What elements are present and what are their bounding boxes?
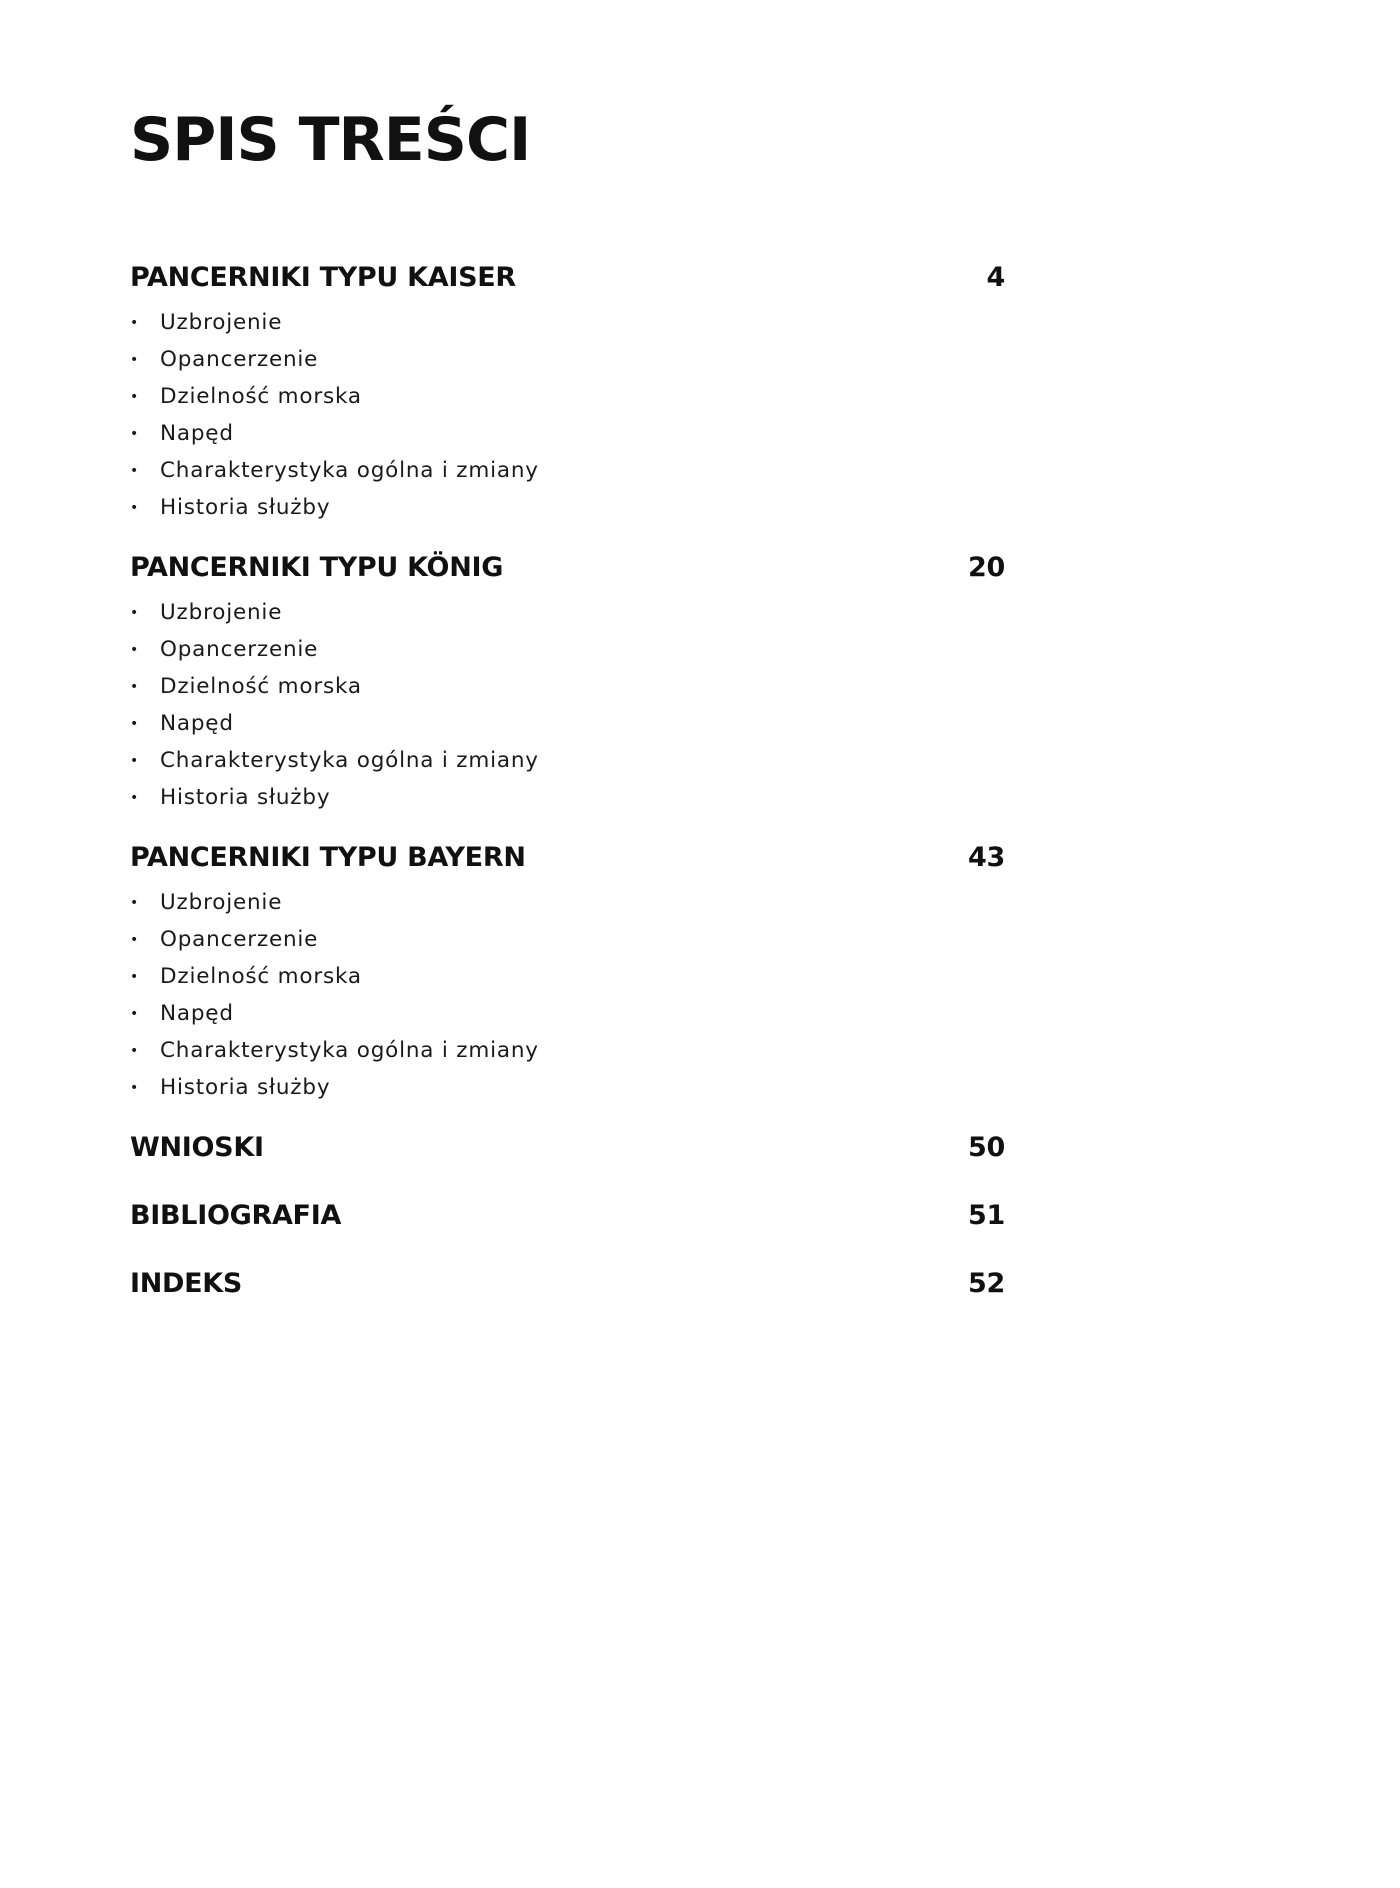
- toc-sub-item-label: Uzbrojenie: [160, 600, 283, 625]
- toc-section-title: WNIOSKI: [130, 1132, 264, 1163]
- toc-section-row[interactable]: [130, 1200, 1005, 1238]
- toc-sub-item-label: Napęd: [160, 421, 234, 446]
- toc-sub-item-label: Uzbrojenie: [160, 310, 283, 335]
- toc-page-number: 50: [968, 1132, 1005, 1163]
- toc-section: [130, 1200, 1005, 1238]
- toc-sub-item-label: Charakterystyka ogólna i zmiany: [160, 748, 539, 773]
- toc-sub-item[interactable]: [130, 742, 1005, 779]
- toc-section-title: PANCERNIKI TYPU BAYERN: [130, 842, 526, 873]
- toc-section-row[interactable]: [130, 1268, 1005, 1306]
- toc-sub-item[interactable]: [130, 594, 1005, 631]
- toc-sub-item[interactable]: [130, 668, 1005, 705]
- bullet-icon: •: [130, 894, 140, 911]
- toc-section: [130, 262, 1005, 526]
- bullet-icon: •: [130, 604, 140, 621]
- bullet-icon: •: [130, 1005, 140, 1022]
- toc-sub-item[interactable]: [130, 378, 1005, 415]
- toc-sub-item[interactable]: [130, 341, 1005, 378]
- toc-section-title: PANCERNIKI TYPU KAISER: [130, 262, 516, 293]
- toc-section-row[interactable]: [130, 552, 1005, 590]
- toc-sub-item[interactable]: [130, 958, 1005, 995]
- toc-page: [130, 105, 1005, 1336]
- toc-sub-item[interactable]: [130, 415, 1005, 452]
- bullet-icon: •: [130, 499, 140, 516]
- toc-sub-item-label: Napęd: [160, 1001, 234, 1026]
- toc-section-title: PANCERNIKI TYPU KÖNIG: [130, 552, 504, 583]
- bullet-icon: •: [130, 752, 140, 769]
- toc-sub-item[interactable]: [130, 631, 1005, 668]
- toc-section: [130, 1268, 1005, 1306]
- toc-sub-item[interactable]: [130, 884, 1005, 921]
- bullet-icon: •: [130, 641, 140, 658]
- toc-sub-item-label: Historia służby: [160, 785, 331, 810]
- toc-sub-item[interactable]: [130, 1069, 1005, 1106]
- toc-section-row[interactable]: [130, 842, 1005, 880]
- toc-section-row[interactable]: [130, 262, 1005, 300]
- bullet-icon: •: [130, 789, 140, 806]
- page-title: SPIS TREŚCI: [130, 105, 531, 175]
- toc-section: [130, 842, 1005, 1106]
- toc-sub-item-label: Historia służby: [160, 495, 331, 520]
- bullet-icon: •: [130, 931, 140, 948]
- toc-page-number: 43: [968, 842, 1005, 873]
- toc-section-title: BIBLIOGRAFIA: [130, 1200, 342, 1231]
- bullet-icon: •: [130, 1079, 140, 1096]
- toc-section: [130, 1132, 1005, 1170]
- bullet-icon: •: [130, 314, 140, 331]
- toc-sub-item-label: Opancerzenie: [160, 927, 319, 952]
- toc-sub-list: [130, 884, 1005, 1106]
- toc-page-number: 20: [968, 552, 1005, 583]
- toc-section: [130, 552, 1005, 816]
- toc-sub-item[interactable]: [130, 995, 1005, 1032]
- toc-sub-item-label: Opancerzenie: [160, 347, 319, 372]
- toc-sub-item[interactable]: [130, 304, 1005, 341]
- toc-page-number: 52: [968, 1268, 1005, 1299]
- toc-page-number: 4: [986, 262, 1005, 293]
- toc-sub-item-label: Charakterystyka ogólna i zmiany: [160, 458, 539, 483]
- toc-section-title: INDEKS: [130, 1268, 243, 1299]
- toc-sub-item-label: Napęd: [160, 711, 234, 736]
- bullet-icon: •: [130, 462, 140, 479]
- toc-sub-item[interactable]: [130, 705, 1005, 742]
- toc-sub-item-label: Historia służby: [160, 1075, 331, 1100]
- toc-sub-item-label: Dzielność morska: [160, 674, 362, 699]
- bullet-icon: •: [130, 425, 140, 442]
- toc-sub-item[interactable]: [130, 779, 1005, 816]
- bullet-icon: •: [130, 968, 140, 985]
- toc-sub-item-label: Uzbrojenie: [160, 890, 283, 915]
- bullet-icon: •: [130, 351, 140, 368]
- toc-section-row[interactable]: [130, 1132, 1005, 1170]
- toc-sub-item-label: Charakterystyka ogólna i zmiany: [160, 1038, 539, 1063]
- toc-sub-item-label: Dzielność morska: [160, 964, 362, 989]
- toc-sub-item-label: Opancerzenie: [160, 637, 319, 662]
- toc-sub-item[interactable]: [130, 489, 1005, 526]
- toc-sub-item[interactable]: [130, 1032, 1005, 1069]
- bullet-icon: •: [130, 1042, 140, 1059]
- toc-sub-item[interactable]: [130, 452, 1005, 489]
- toc-sub-item-label: Dzielność morska: [160, 384, 362, 409]
- toc-page-number: 51: [968, 1200, 1005, 1231]
- bullet-icon: •: [130, 715, 140, 732]
- toc-sub-list: [130, 304, 1005, 526]
- toc-sub-list: [130, 594, 1005, 816]
- bullet-icon: •: [130, 388, 140, 405]
- bullet-icon: •: [130, 678, 140, 695]
- toc-sub-item[interactable]: [130, 921, 1005, 958]
